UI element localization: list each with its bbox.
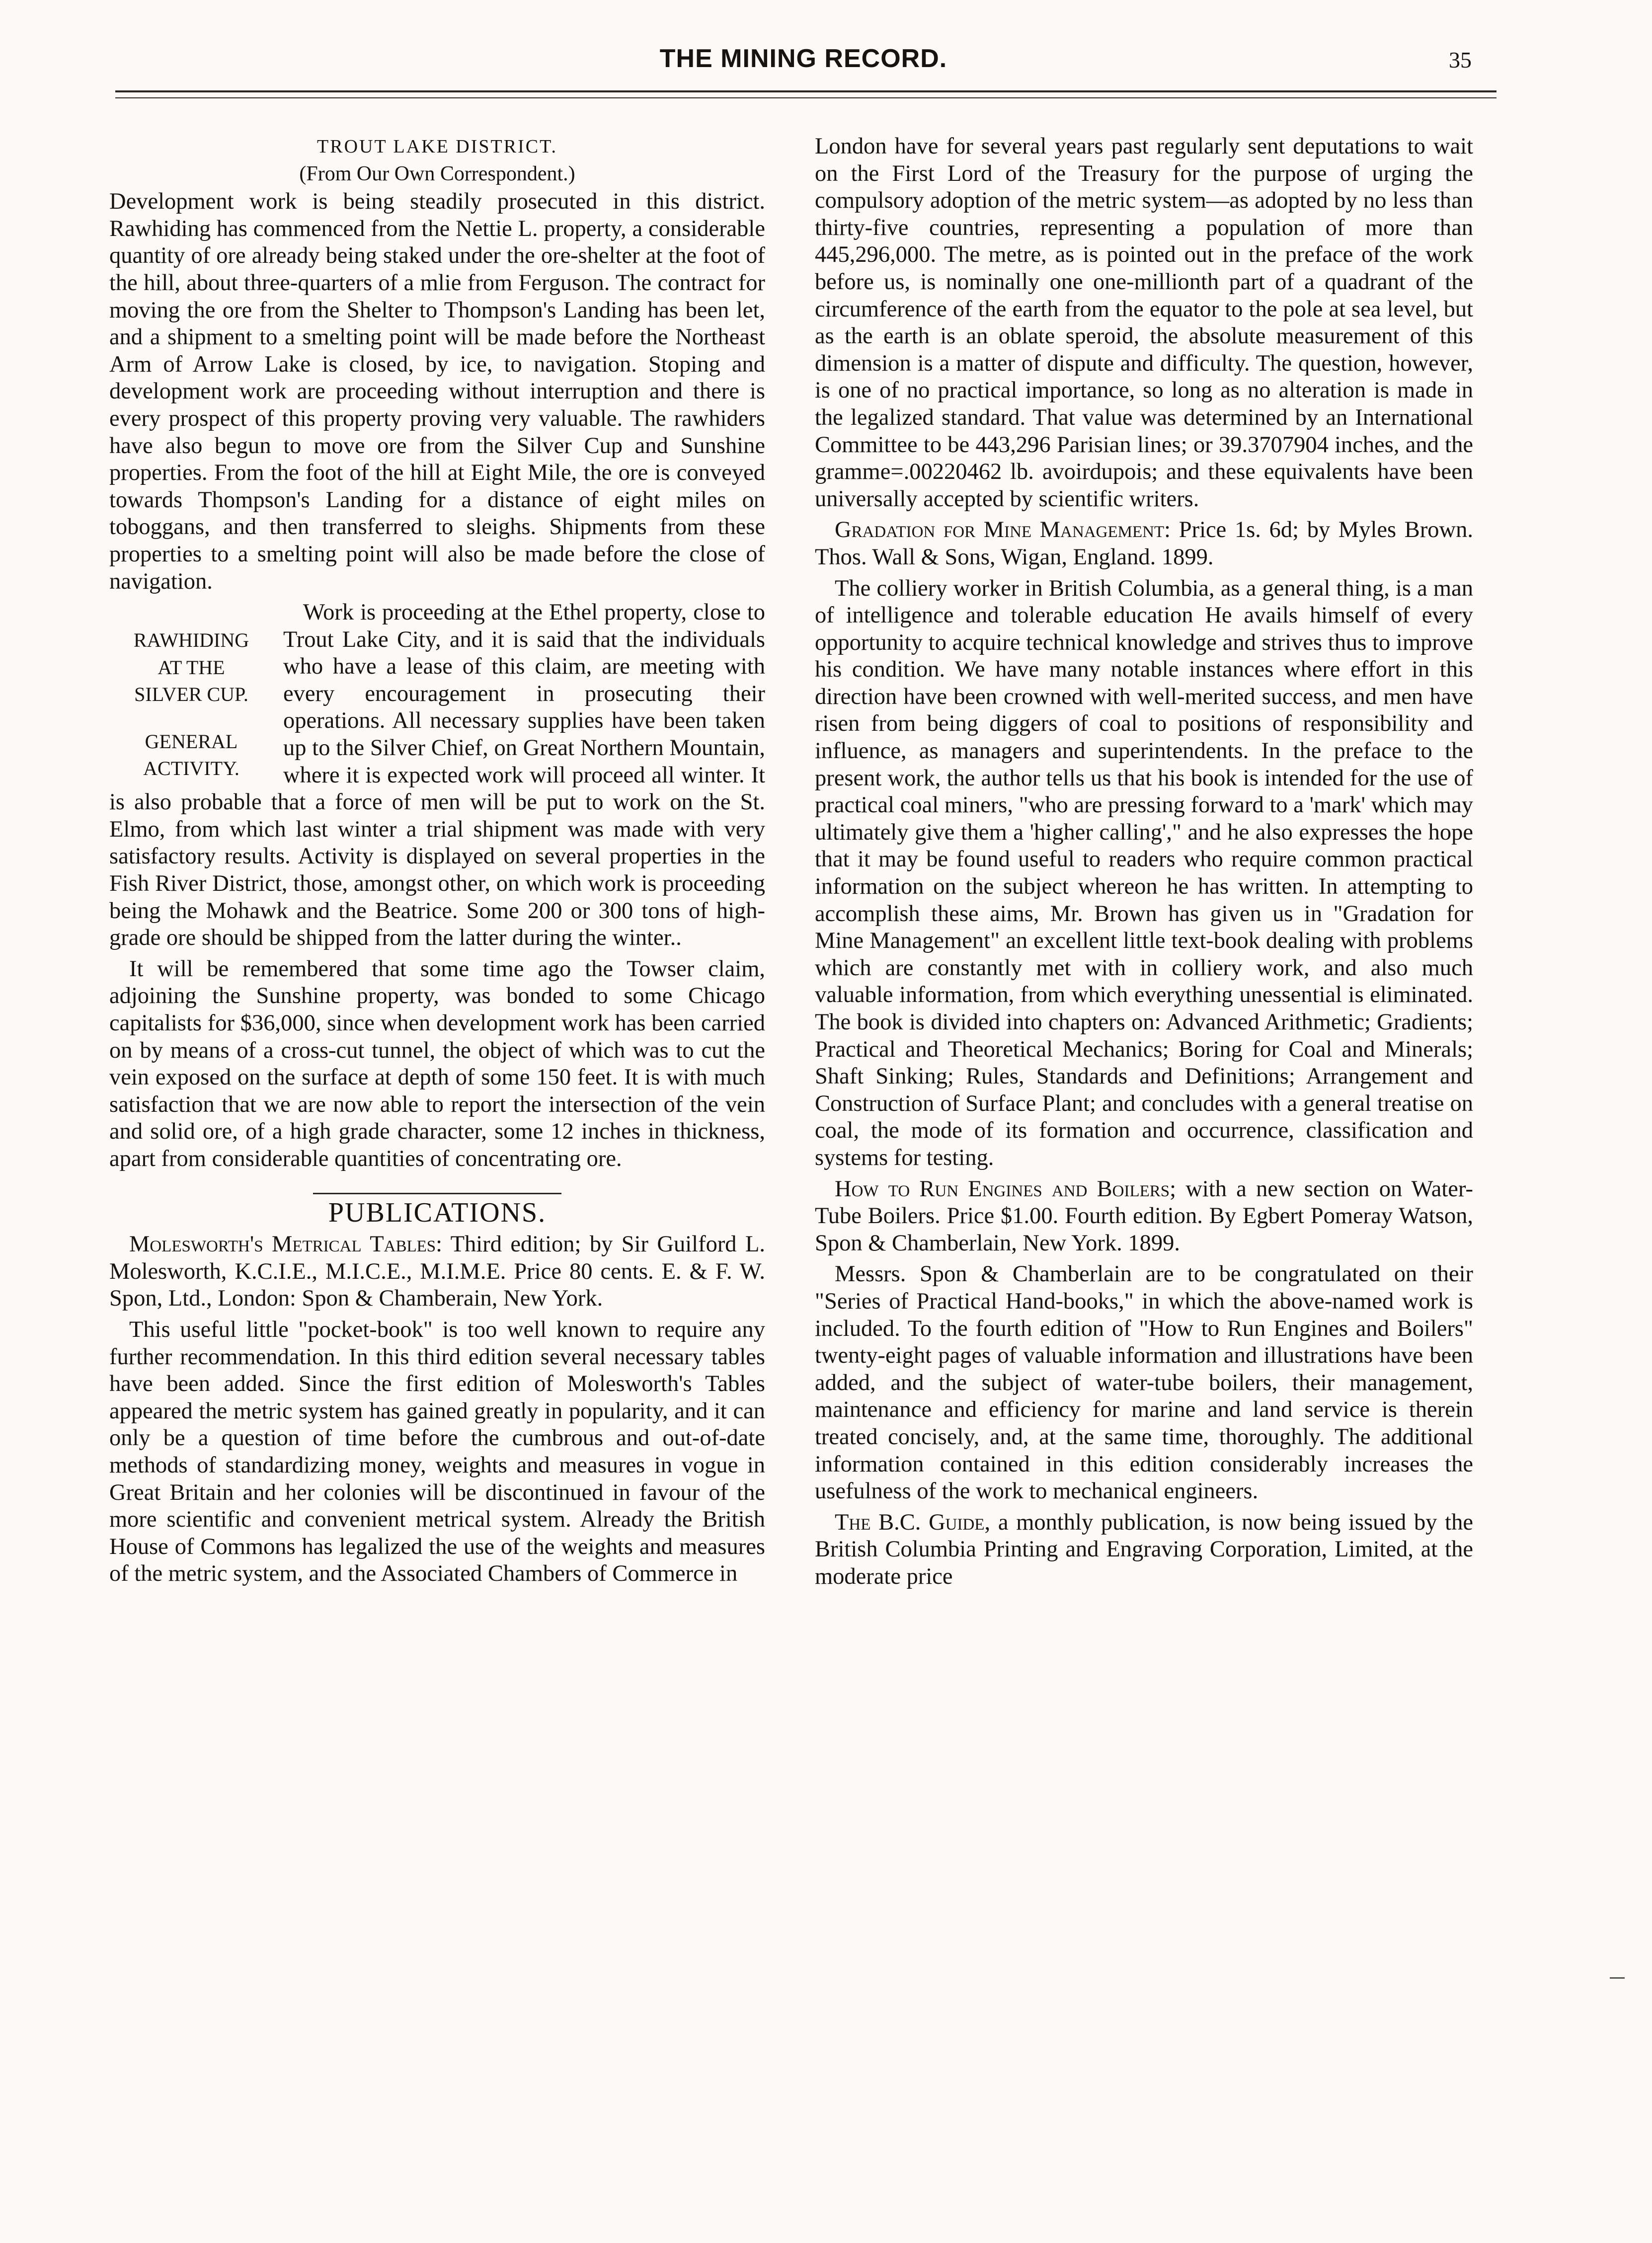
article-paragraph: It will be remembered that some time ago the Towser claim, adjoining the Sunshine property, was bonded to some Chicago capitalists for $36,000, since when development work has been carried on by means of a cross-cut tunnel, the object of which was to cut the vein exposed on the surface at depth of some 150 feet. It is with much satisfaction that we are now able to report the intersection of the vein and solid ore, of a high grade character, some 12 inches in thickness, apart from considerable quantities of concentrating ore. [109,956,765,1171]
journal-title: THE MINING RECORD. [659,44,947,73]
article-paragraph: Development work is being steadily prosecuted in this district. Rawhiding has commenced from the Nettie L. property, a considerable quantity of ore already being staked under the ore-shelter at the foot of the hill, about three-quarters of a mlie from Ferguson. The contract for moving the ore from the Shelter to Thompson's Landing has been let, and a shipment to a smelting point will be made before the Northeast Arm of Arrow Lake is closed, by ice, to navigation. Stoping and development work are proceeding without interruption and there is every prospect of this property proving very valuable. The rawhiders have also begun to move ore from the Silver Cup and Sunshine properties. From the foot of the hill at Eight Mile, the ore is conveyed towards Thompson's Landing for a distance of eight miles on toboggans, and then transferred to sleighs. Shipments from these properties to a smelting point will also be made before the close of navigation. [109,189,765,594]
article-block-2 [109,599,765,956]
article-paragraph: London have for several years past regularly sent deputations to wait on the First Lord of the Treasury for the purpose of urging the compulsory adoption of the metric system—as adopted by no less than thirty-five countries, representing a population of more than 445,296,000. The metre, as is pointed out in the preface of the work before us, is nominally one one-millionth part of a quadrant of the circumference of the earth from the equator to the pole at sea level, but as the earth is an oblate speroid, the absolute measurement of this dimension is a matter of dispute and difficulty. The question, however, is one of no practical importance, so long as no alteration is made in the legalized standard. That value was determined by an International Committee to be 443,296 Parisian lines; or 39.3707904 inches, and the gramme=.00220462 lb. avoirdupois; and these equivalents have been universally accepted by scientific writers. [815,134,1473,512]
side-note-line: GENERAL [145,730,238,753]
section-title: PUBLICATIONS. [328,1197,547,1228]
review-title: Gradation for Mine Management [835,517,1165,543]
review-details: ; with a new section on Water-Tube Boilers. Price $1.00. Fourth edition. By Egbert Pomeray Watson, Spon & Chamberlain, New York. 1899. [815,1176,1473,1256]
review-title: Molesworth's Metrical Tables [129,1232,436,1257]
article-paragraph: The colliery worker in British Columbia, as a general thing, is a man of intelligence and tolerable education He avails himself of every opportunity to acquire technical knowledge and strives thus to improve his condition. We have many notable instances where effort in this direction have been crowned with well-merited success, and men have risen from being diggers of coal to positions of responsibility and influence, as managers and superintendents. In the preface to the present work, the author tells us that his book is intended for the use of practical coal miners, "who are pressing forward to a 'mark' which may ultimately give them a 'higher calling'," and he also expresses the hope that it may be found useful to readers who require common practical information on the subject whereon he has written. In attempting to accomplish these aims, Mr. Brown has given us in "Gradation for Mine Management" an excellent little text-book dealing with problems which are constantly met with in colliery work, and also much valuable information, from which everything unessential is eliminated. The book is divided into chapters on: Advanced Arithmetic; Gradients; Practical and Theoretical Mechanics; Boring for Coal and Minerals; Shaft Sinking; Rules, Standards and Definitions; Arrangement and Construction of Surface Plant; and concludes with a general treatise on coal, the mode of its formation and occurrence, classification and systems for testing. [815,575,1473,1170]
side-note-general-activity [109,728,273,782]
side-note-line: AT THE [157,656,225,679]
left-column [109,133,765,1592]
side-note-line: ACTIVITY. [143,757,239,780]
page-number: 35 [1449,47,1472,73]
review-details: : Third edition; by Sir Guilford L. Molesworth, K.C.I.E., M.I.C.E., M.I.M.E. Price 80 cents. E. & F. W. Spon, Ltd., London: Spon & Chamberain, New York. [109,1232,765,1312]
district-title: TROUT LAKE DISTRICT. [317,136,557,157]
review-entry [815,1509,1473,1591]
review-title: How to Run Engines and Boilers [835,1176,1170,1202]
header-rule-thin [115,97,1496,98]
right-column [815,133,1473,1594]
review-entry [109,1231,765,1313]
header-rule-thick [115,90,1496,92]
side-note-line: RAWHIDING [133,629,249,652]
district-subtitle: (From Our Own Correspondent.) [299,162,575,185]
article-paragraph: This useful little "pocket-book" is too well known to require any further recommendation. In this third edition several necessary tables have been added. Since the first edition of Molesworth's Tables appeared the metric system has gained greatly in popularity, and it can only be a question of time before the cumbrous and out-of-date methods of standardizing money, weights and measures in vogue in Great Britain and her colonies will be discontinued in favour of the more scientific and convenient metrical system. Already the British House of Commons has legalized the use of the weights and measures of the metric system, and the Associated Chambers of Commerce in [109,1316,765,1587]
review-details: : Price 1s. 6d; by Myles Brown. Thos. Wall & Sons, Wigan, England. 1899. [815,517,1474,570]
review-details: , a monthly publication, is now being issued by the British Columbia Printing and Engraving Corporation, Limited, at the moderate price [815,1509,1473,1589]
margin-mark [1610,1977,1625,1979]
side-note-line: SILVER CUP. [134,683,248,706]
review-title: The B.C. Guide [835,1509,985,1535]
review-entry [815,517,1473,571]
side-note-rawhiding [109,627,273,708]
article-paragraph: Work is proceeding at the Ethel property, close to Trout Lake City, and it is said that the individuals who have a lease of this claim, are meeting with every encouragement in prosecuting their operations. All necessary supplies have been taken up to the Silver Chief, on Great Northern Mountain, where it is expected work will proceed all winter. It is also probable that a force of men will be put to work on the St. Elmo, from which last winter a trial shipment was made with very satisfactory results. Activity is displayed on several properties in the Fish River District, those, amongst other, on which work is proceeding being the Mohawk and the Beatrice. Some 200 or 300 tons of high-grade ore should be shipped from the latter during the winter.. [109,600,765,951]
review-entry [815,1176,1473,1257]
page-header [115,44,1492,88]
section-divider [313,1193,561,1194]
article-paragraph: Messrs. Spon & Chamberlain are to be congratulated on their "Series of Practical Hand-books," in which the above-named work is included. To the fourth edition of "How to Run Engines and Boilers" twenty-eight pages of valuable information and illustrations have been added, and the subject of water-tube boilers, their management, maintenance and efficiency for marine and land service is therein treated concisely, and, at the same time, thoroughly. The additional information contained in this edition considerably increases the usefulness of the work to mechanical engineers. [815,1261,1473,1504]
article-block-1 [109,188,765,599]
